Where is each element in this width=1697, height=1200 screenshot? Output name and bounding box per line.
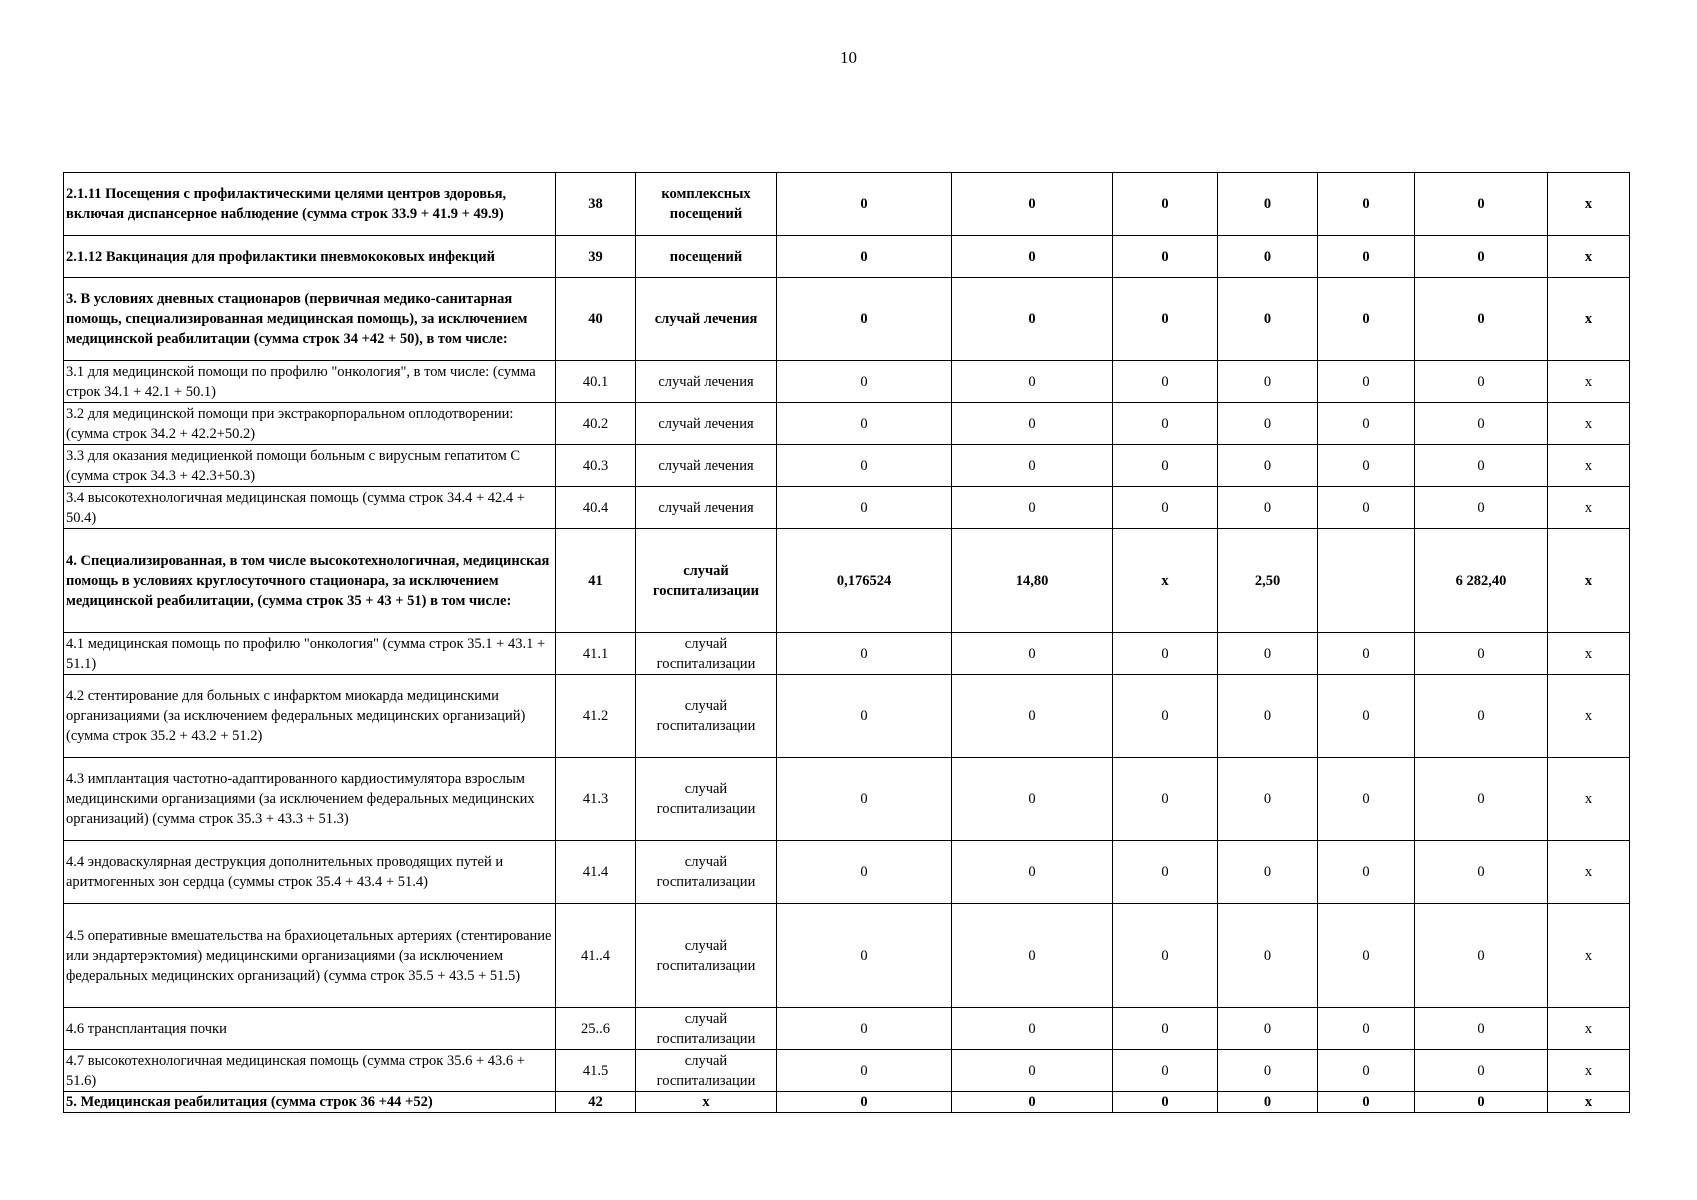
value-cell-1: 0	[777, 361, 952, 403]
value-cell-1: 0	[777, 487, 952, 529]
value-cell-4: 0	[1218, 236, 1318, 278]
unit-cell: комплексных посещений	[636, 173, 777, 236]
table-row	[64, 445, 1630, 487]
value-cell-4: 0	[1218, 173, 1318, 236]
table-row	[64, 529, 1630, 633]
table-row	[64, 487, 1630, 529]
row-number-cell: 40.2	[556, 403, 636, 445]
value-cell-1: 0	[777, 403, 952, 445]
value-cell-7: х	[1548, 173, 1630, 236]
value-cell-5	[1318, 529, 1415, 633]
value-cell-4: 0	[1218, 1050, 1318, 1092]
value-cell-2: 0	[952, 487, 1113, 529]
value-cell-5: 0	[1318, 633, 1415, 675]
row-name-cell: 4.5 оперативные вмешательства на брахиоцетальных артериях (стентирование или эндартерэктомия) медицинскими организациями (за исключением федеральных медицинских организаций) (сумма строк 35.5 + 43.5 + 51.5)	[64, 904, 556, 1008]
value-cell-4: 0	[1218, 633, 1318, 675]
value-cell-2: 0	[952, 445, 1113, 487]
value-cell-3: 0	[1113, 758, 1218, 841]
value-cell-4: 0	[1218, 1008, 1318, 1050]
table-row	[64, 1092, 1630, 1113]
row-name-cell: 5. Медицинская реабилитация (сумма строк 36 +44 +52)	[64, 1092, 556, 1113]
value-cell-6: 0	[1415, 445, 1548, 487]
table-row	[64, 758, 1630, 841]
value-cell-7: х	[1548, 487, 1630, 529]
value-cell-7: х	[1548, 1050, 1630, 1092]
value-cell-6: 0	[1415, 758, 1548, 841]
value-cell-6: 0	[1415, 904, 1548, 1008]
table-row	[64, 278, 1630, 361]
value-cell-2: 14,80	[952, 529, 1113, 633]
row-name-cell: 4.3 имплантация частотно-адаптированного кардиостимулятора взрослым медицинскими организациями (за исключением федеральных медицинских организаций) (сумма строк 35.3 + 43.3 + 51.3)	[64, 758, 556, 841]
value-cell-7: х	[1548, 278, 1630, 361]
value-cell-1: 0	[777, 904, 952, 1008]
value-cell-1: 0	[777, 445, 952, 487]
value-cell-4: 0	[1218, 403, 1318, 445]
table-row	[64, 904, 1630, 1008]
value-cell-7: х	[1548, 236, 1630, 278]
value-cell-6: 0	[1415, 278, 1548, 361]
unit-cell: случай госпитализации	[636, 1050, 777, 1092]
value-cell-3: 0	[1113, 403, 1218, 445]
value-cell-1: 0,176524	[777, 529, 952, 633]
value-cell-5: 0	[1318, 403, 1415, 445]
value-cell-6: 0	[1415, 361, 1548, 403]
value-cell-3: 0	[1113, 1008, 1218, 1050]
row-name-cell: 3.4 высокотехнологичная медицинская помощь (сумма строк 34.4 + 42.4 + 50.4)	[64, 487, 556, 529]
unit-cell: случай госпитализации	[636, 904, 777, 1008]
unit-cell: случай госпитализации	[636, 675, 777, 758]
value-cell-7: х	[1548, 758, 1630, 841]
row-number-cell: 40	[556, 278, 636, 361]
row-number-cell: 41.2	[556, 675, 636, 758]
value-cell-2: 0	[952, 278, 1113, 361]
unit-cell: случай госпитализации	[636, 633, 777, 675]
value-cell-5: 0	[1318, 1008, 1415, 1050]
table-row	[64, 236, 1630, 278]
row-number-cell: 40.4	[556, 487, 636, 529]
unit-cell: случай лечения	[636, 278, 777, 361]
value-cell-7: х	[1548, 529, 1630, 633]
value-cell-1: 0	[777, 1092, 952, 1113]
value-cell-3: 0	[1113, 173, 1218, 236]
value-cell-3: 0	[1113, 904, 1218, 1008]
row-name-cell: 4.4 эндоваскулярная деструкция дополнительных проводящих путей и аритмогенных зон сердца (суммы строк 35.4 + 43.4 + 51.4)	[64, 841, 556, 904]
value-cell-5: 0	[1318, 236, 1415, 278]
table-row	[64, 403, 1630, 445]
value-cell-4: 0	[1218, 278, 1318, 361]
row-number-cell: 40.3	[556, 445, 636, 487]
value-cell-4: 0	[1218, 487, 1318, 529]
value-cell-4: 2,50	[1218, 529, 1318, 633]
table-row	[64, 675, 1630, 758]
value-cell-3: 0	[1113, 841, 1218, 904]
unit-cell: случай госпитализации	[636, 529, 777, 633]
value-cell-5: 0	[1318, 445, 1415, 487]
value-cell-6: 0	[1415, 1050, 1548, 1092]
value-cell-3: х	[1113, 529, 1218, 633]
data-table	[63, 172, 1630, 1113]
value-cell-3: 0	[1113, 278, 1218, 361]
value-cell-6: 6 282,40	[1415, 529, 1548, 633]
value-cell-1: 0	[777, 278, 952, 361]
value-cell-2: 0	[952, 758, 1113, 841]
value-cell-1: 0	[777, 236, 952, 278]
value-cell-2: 0	[952, 1050, 1113, 1092]
row-name-cell: 4.7 высокотехнологичная медицинская помощь (сумма строк 35.6 + 43.6 + 51.6)	[64, 1050, 556, 1092]
value-cell-6: 0	[1415, 1008, 1548, 1050]
unit-cell: случай лечения	[636, 403, 777, 445]
value-cell-1: 0	[777, 173, 952, 236]
value-cell-7: х	[1548, 633, 1630, 675]
row-name-cell: 3.3 для оказания медициенкой помощи больным с вирусным гепатитом С (сумма строк 34.3 + 42.3+50.3)	[64, 445, 556, 487]
value-cell-3: 0	[1113, 487, 1218, 529]
value-cell-7: х	[1548, 1008, 1630, 1050]
value-cell-7: х	[1548, 904, 1630, 1008]
value-cell-4: 0	[1218, 675, 1318, 758]
unit-cell: случай лечения	[636, 361, 777, 403]
value-cell-4: 0	[1218, 841, 1318, 904]
row-name-cell: 4.1 медицинская помощь по профилю "онкология" (сумма строк 35.1 + 43.1 + 51.1)	[64, 633, 556, 675]
value-cell-4: 0	[1218, 1092, 1318, 1113]
value-cell-7: х	[1548, 675, 1630, 758]
row-number-cell: 41	[556, 529, 636, 633]
unit-cell: случай лечения	[636, 445, 777, 487]
row-number-cell: 41.3	[556, 758, 636, 841]
value-cell-5: 0	[1318, 758, 1415, 841]
table-body	[64, 173, 1630, 1113]
value-cell-4: 0	[1218, 445, 1318, 487]
unit-cell: посещений	[636, 236, 777, 278]
row-name-cell: 2.1.12 Вакцинация для профилактики пневмококовых инфекций	[64, 236, 556, 278]
value-cell-1: 0	[777, 633, 952, 675]
value-cell-1: 0	[777, 675, 952, 758]
value-cell-1: 0	[777, 1050, 952, 1092]
value-cell-7: х	[1548, 1092, 1630, 1113]
value-cell-5: 0	[1318, 278, 1415, 361]
value-cell-2: 0	[952, 1008, 1113, 1050]
row-number-cell: 41..4	[556, 904, 636, 1008]
value-cell-6: 0	[1415, 841, 1548, 904]
value-cell-5: 0	[1318, 1092, 1415, 1113]
page-number: 10	[840, 48, 857, 67]
row-number-cell: 40.1	[556, 361, 636, 403]
row-name-cell: 3.2 для медицинской помощи при экстракорпоральном оплодотворении: (сумма строк 34.2 + 42.2+50.2)	[64, 403, 556, 445]
value-cell-4: 0	[1218, 904, 1318, 1008]
unit-cell: случай лечения	[636, 487, 777, 529]
value-cell-3: 0	[1113, 236, 1218, 278]
table-row	[64, 841, 1630, 904]
value-cell-7: х	[1548, 445, 1630, 487]
table-row	[64, 633, 1630, 675]
value-cell-5: 0	[1318, 487, 1415, 529]
row-number-cell: 38	[556, 173, 636, 236]
value-cell-2: 0	[952, 173, 1113, 236]
row-number-cell: 41.1	[556, 633, 636, 675]
value-cell-2: 0	[952, 236, 1113, 278]
value-cell-5: 0	[1318, 841, 1415, 904]
value-cell-2: 0	[952, 904, 1113, 1008]
value-cell-2: 0	[952, 841, 1113, 904]
value-cell-5: 0	[1318, 1050, 1415, 1092]
value-cell-2: 0	[952, 1092, 1113, 1113]
row-name-cell: 4.2 стентирование для больных с инфарктом миокарда медицинскими организациями (за исключением федеральных медицинских организаций) (сумма строк 35.2 + 43.2 + 51.2)	[64, 675, 556, 758]
value-cell-3: 0	[1113, 1092, 1218, 1113]
value-cell-5: 0	[1318, 173, 1415, 236]
row-name-cell: 4. Специализированная, в том числе высокотехнологичная, медицинская помощь в условиях круглосуточного стационара, за исключением медицинской реабилитации, (сумма строк 35 + 43 + 51) в том числе:	[64, 529, 556, 633]
value-cell-5: 0	[1318, 675, 1415, 758]
row-number-cell: 41.4	[556, 841, 636, 904]
value-cell-3: 0	[1113, 1050, 1218, 1092]
row-name-cell: 3.1 для медицинской помощи по профилю "онкология", в том числе: (сумма строк 34.1 + 42.1 + 50.1)	[64, 361, 556, 403]
value-cell-6: 0	[1415, 675, 1548, 758]
value-cell-6: 0	[1415, 1092, 1548, 1113]
value-cell-2: 0	[952, 633, 1113, 675]
row-name-cell: 4.6 трансплантация почки	[64, 1008, 556, 1050]
table-row	[64, 361, 1630, 403]
value-cell-6: 0	[1415, 633, 1548, 675]
value-cell-4: 0	[1218, 758, 1318, 841]
value-cell-3: 0	[1113, 361, 1218, 403]
value-cell-1: 0	[777, 1008, 952, 1050]
value-cell-5: 0	[1318, 904, 1415, 1008]
table-row	[64, 173, 1630, 236]
value-cell-2: 0	[952, 403, 1113, 445]
value-cell-7: х	[1548, 361, 1630, 403]
value-cell-2: 0	[952, 675, 1113, 758]
value-cell-7: х	[1548, 403, 1630, 445]
value-cell-6: 0	[1415, 173, 1548, 236]
row-name-cell: 3. В условиях дневных стационаров (первичная медико-санитарная помощь, специализированная медицинская помощь), за исключением медицинской реабилитации (сумма строк 34 +42 + 50), в том числе:	[64, 278, 556, 361]
value-cell-3: 0	[1113, 633, 1218, 675]
value-cell-7: х	[1548, 841, 1630, 904]
value-cell-3: 0	[1113, 445, 1218, 487]
value-cell-6: 0	[1415, 487, 1548, 529]
value-cell-6: 0	[1415, 236, 1548, 278]
unit-cell: случай госпитализации	[636, 1008, 777, 1050]
value-cell-2: 0	[952, 361, 1113, 403]
unit-cell: случай госпитализации	[636, 758, 777, 841]
value-cell-6: 0	[1415, 403, 1548, 445]
value-cell-1: 0	[777, 758, 952, 841]
row-number-cell: 42	[556, 1092, 636, 1113]
value-cell-4: 0	[1218, 361, 1318, 403]
row-number-cell: 41.5	[556, 1050, 636, 1092]
table-row	[64, 1008, 1630, 1050]
value-cell-3: 0	[1113, 675, 1218, 758]
row-number-cell: 39	[556, 236, 636, 278]
unit-cell: случай госпитализации	[636, 841, 777, 904]
value-cell-5: 0	[1318, 361, 1415, 403]
table-row	[64, 1050, 1630, 1092]
value-cell-1: 0	[777, 841, 952, 904]
row-number-cell: 25..6	[556, 1008, 636, 1050]
unit-cell: х	[636, 1092, 777, 1113]
row-name-cell: 2.1.11 Посещения с профилактическими целями центров здоровья, включая диспансерное наблюдение (сумма строк 33.9 + 41.9 + 49.9)	[64, 173, 556, 236]
